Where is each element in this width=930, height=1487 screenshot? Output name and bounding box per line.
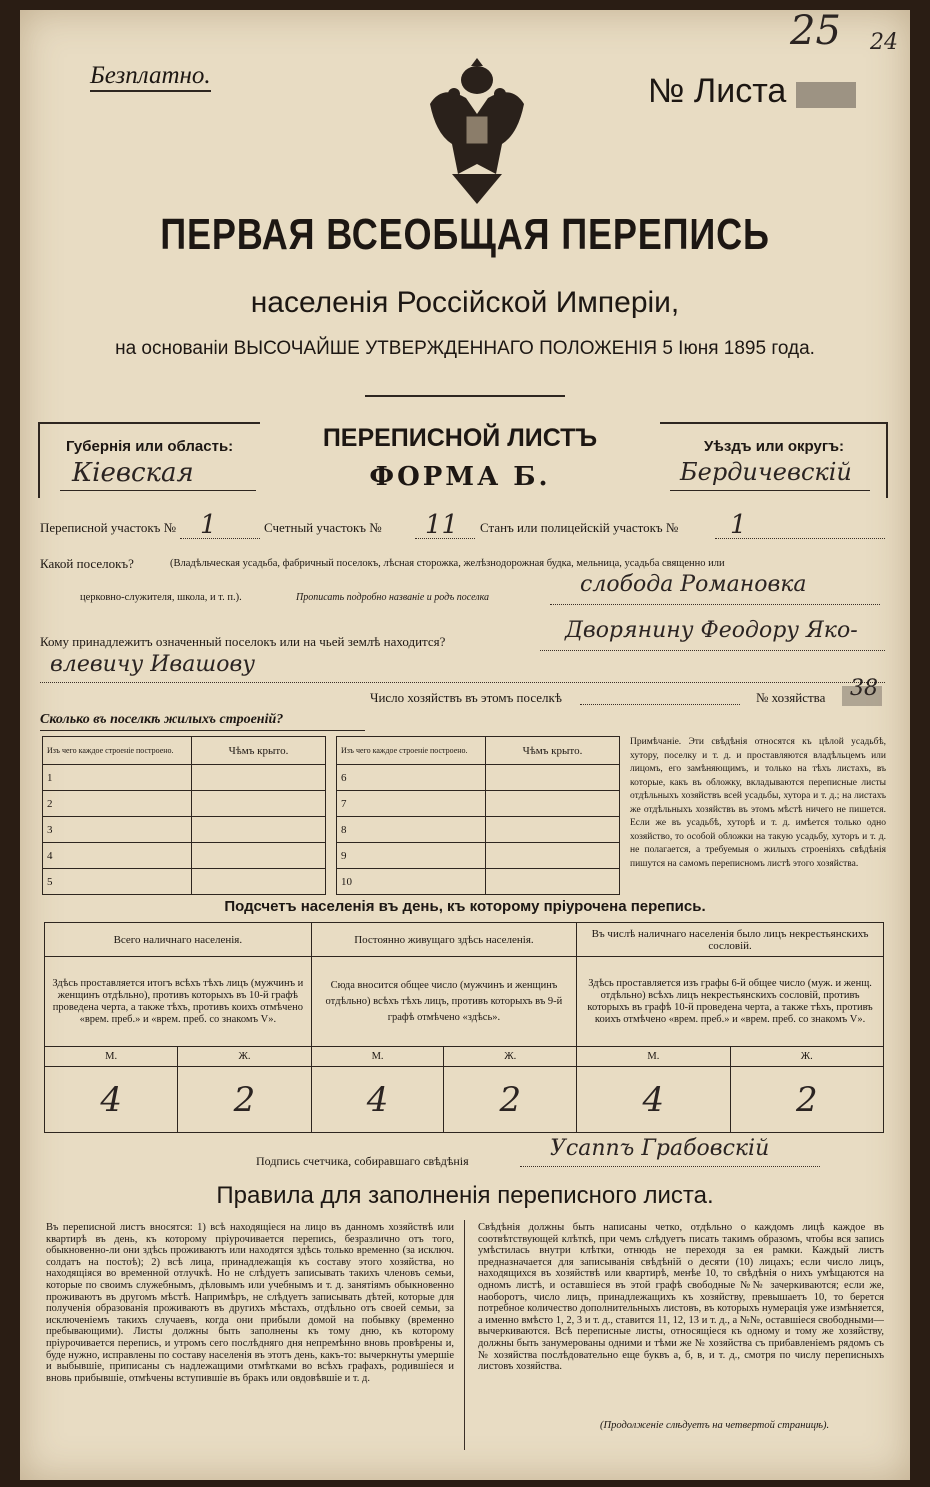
permanent-population-desc: Сюда вносится общее число (мужчинъ и женщинъ отдѣльно) всѣхъ тѣхъ лицъ, противъ которыхъ въ 9-й графѣ отмѣчено «здѣсь». — [311, 957, 576, 1047]
row-number: 2 — [43, 791, 192, 817]
settlement-line — [550, 604, 880, 605]
free-label: Безплатно. — [90, 62, 211, 92]
roof-cell — [192, 765, 326, 791]
non-peasant-male-value: 4 — [577, 1067, 730, 1133]
male-label: М. — [45, 1047, 178, 1067]
row-number: 3 — [43, 817, 192, 843]
owner-value-2: влевичу Ивашову — [50, 652, 256, 677]
roof-cell — [192, 843, 326, 869]
signature-line — [520, 1166, 820, 1167]
census-area-label: Переписной участокъ № — [40, 520, 177, 535]
total-population-header: Всего наличнаго населенія. — [45, 923, 312, 957]
buildings-note: Примѣчаніе. Эти свѣдѣнія относятся къ цѣлой усадьбѣ, хутору, поселку и т. д. и проставляются владѣльцемъ или лицомъ, его замѣняющимъ, и только на тѣхъ листахъ, въ которые, какъ въ обложку, вкладываются переписные листы отдѣльныхъ хозяйствъ всей усадьбы, хутора и т. д.; на листахъ же отдѣльныхъ хозяйствъ въ этомъ мѣстѣ ничего не пишется. Если же въ усадьбѣ, хуторѣ и т. д. имѣется только одно хозяйство, то особой обложки на такую усадьбу, хуторъ и т. д. не полагается, а требуемыя о жилыхъ строеніяхъ свѣдѣнія пишутся на самомъ переписномъ листѣ этого хозяйства. — [630, 737, 886, 869]
roof-cell — [486, 843, 620, 869]
row-number: 10 — [337, 869, 486, 895]
count-area-value: 11 — [425, 510, 459, 540]
district-value: Бердичевскiй — [680, 458, 852, 486]
rules-title: Правила для заполненія переписного листа. — [216, 1182, 714, 1209]
roof-cell — [192, 791, 326, 817]
sheet-number-label: № Листа — [648, 72, 787, 110]
count-title: Подсчетъ населенія въ день, къ которому пріурочена перепись. — [224, 898, 706, 915]
population-count-table — [44, 922, 884, 1133]
male-label: М. — [311, 1047, 444, 1067]
row-number: 4 — [43, 843, 192, 869]
roof-cell — [486, 869, 620, 895]
buildings-table-right — [336, 736, 620, 895]
male-label: М. — [577, 1047, 730, 1067]
row-number: 7 — [337, 791, 486, 817]
stan-line — [715, 538, 885, 539]
sheet-number-stamp — [796, 82, 856, 108]
female-label: Ж. — [730, 1047, 883, 1067]
row-number: 6 — [337, 765, 486, 791]
non-peasant-desc: Здѣсь проставляется изъ графы 6-й общее число (муж. и женщ. отдѣльно) всѣхъ лицъ некрестьянскихъ сословій, противъ которыхъ въ графѣ 10-й проведена черта, а также тѣхъ, противъ коихъ отмѣчено «врем. преб.» и «врем. преб. со знакомъ V». — [577, 957, 884, 1047]
settlement-label: Какой поселокъ? — [40, 556, 134, 571]
roof-cell — [192, 817, 326, 843]
households-label: Число хозяйствъ въ этомъ поселкѣ — [370, 690, 562, 705]
total-male-value: 4 — [45, 1067, 178, 1133]
owner-line-2 — [40, 682, 885, 683]
province-value: Кiевская — [72, 458, 194, 488]
owner-label: Кому принадлежитъ означенный поселокъ или на чьей землѣ находится? — [40, 634, 446, 649]
roof-cell — [192, 869, 326, 895]
signature-value: Усаппъ Грабовскiй — [550, 1136, 770, 1161]
province-underline — [60, 490, 256, 491]
signature-label: Подпись счетчика, собиравшаго свѣдѣнія — [256, 1154, 469, 1168]
count-area-label: Счетный участокъ № — [264, 520, 382, 535]
district-underline — [670, 490, 870, 491]
roof-cell — [486, 765, 620, 791]
sheet-number-small: 24 — [870, 30, 898, 55]
total-female-value: 2 — [178, 1067, 311, 1133]
imperial-eagle-emblem — [422, 54, 532, 206]
stan-label: Станъ или полицейскій участокъ № — [480, 520, 679, 535]
roof-cell — [486, 791, 620, 817]
census-subtitle: населенія Россійской Имперіи, — [250, 286, 680, 319]
row-number: 9 — [337, 843, 486, 869]
divider — [365, 395, 565, 397]
rules-divider — [464, 1220, 465, 1450]
total-population-desc: Здѣсь проставляется итогъ всѣхъ тѣхъ лицъ (мужчинъ и женщинъ отдѣльно), противъ которыхъ въ 10-й графѣ проведена черта, а также тѣхъ, противъ коихъ отмѣчено «врем. преб.» и «врем. преб. со знакомъ V». — [45, 957, 312, 1047]
census-area-line — [180, 538, 260, 539]
settlement-value: слобода Романовка — [580, 572, 807, 597]
settlement-hint-3: Прописать подробно названіе и родъ поселка — [296, 592, 490, 603]
settlement-hint: (Владѣльческая усадьба, фабричный поселокъ, лѣсная сторожка, желѣзнодорожная будка, мельница, усадьба священно или — [170, 558, 725, 569]
household-number-label: № хозяйства — [756, 690, 826, 705]
census-basis: на основаніи ВЫСОЧАЙШЕ УТВЕРЖДЕННАГО ПОЛОЖЕНІЯ 5 Іюня 1895 года. — [115, 338, 815, 359]
settlement-hint-2: церковно-служителя, школа, и т. п.). — [80, 592, 242, 603]
col-roof-header: Чѣмъ крыто. — [192, 737, 326, 765]
permanent-population-header: Постоянно живущаго здѣсь населенія. — [311, 923, 576, 957]
form-label: ФОРМА Б. — [369, 462, 551, 492]
row-number: 8 — [337, 817, 486, 843]
owner-line-1 — [540, 650, 885, 651]
row-number: 5 — [43, 869, 192, 895]
row-number: 1 — [43, 765, 192, 791]
permanent-female-value: 2 — [444, 1067, 577, 1133]
non-peasant-header: Въ числѣ наличнаго населенія было лицъ некрестьянскихъ сословій. — [577, 923, 884, 957]
buildings-underline — [40, 730, 365, 731]
non-peasant-female-value: 2 — [730, 1067, 883, 1133]
buildings-label: Сколько въ поселкѣ жилыхъ строеній? — [40, 712, 284, 727]
rules-left-text: Въ переписной листъ вносятся: 1) всѣ находящіеся на лицо въ данномъ хозяйствѣ или квартирѣ въ день, къ которому пріурочивается перепись, безразлично отъ того, обыкновенно-ли они здѣсь проживаютъ или находятся здѣсь только временно (за исключ. солдатъ на постоѣ); 2) всѣ лица, принадлежащія къ составу этого хозяйства, но находящіяся во временной отлучкѣ. Но не слѣдуетъ записывать такихъ членовъ семьи, которые по своимъ служебнымъ, дѣловымъ или учебнымъ и т. д. занятіямъ обыкновенно проживаютъ въ другомъ мѣстѣ. Напримѣръ, не слѣдуетъ записывать дѣтей, которые для полученія образованія проживаютъ въ другихъ мѣстахъ, отдѣльно отъ своей семьи, за исключеніемъ такихъ случаевъ, когда они прибыли домой на побывку (временно пребывающими). Листы должны быть заполнены къ тому дню, къ которому пріурочивается перепись, и утромъ сего послѣдняго дня непремѣнно вновь провѣрены и, буде нужно, исправлены по составу населенія въ этотъ день, какъ-то: вычеркнуты умершіе и выбывшіе, приписаны съ надлежащими отмѣтками во всѣхъ графахъ, родившіеся и вновь прибывшіе, отмѣчены вступившіе въ бракъ или овдовѣвшіе и т. д. — [46, 1222, 454, 1384]
district-label: Уѣздъ или округъ: — [704, 438, 845, 455]
census-sheet — [20, 10, 910, 1480]
permanent-male-value: 4 — [311, 1067, 444, 1133]
roof-cell — [486, 817, 620, 843]
sheet-title: ПЕРЕПИСНОЙ ЛИСТЪ — [322, 424, 598, 452]
col-roof-header: Чѣмъ крыто. — [486, 737, 620, 765]
census-area-value: 1 — [200, 510, 217, 540]
sheet-number-handwritten: 25 — [790, 10, 841, 54]
col-material-header: Изъ чего каждое строеніе построено. — [337, 737, 486, 765]
rules-continued: (Продолженіе слѣдуетъ на четвертой страницѣ). — [600, 1420, 830, 1431]
owner-value-1: Дворянину Феодору Яко- — [565, 618, 858, 643]
count-area-line — [415, 538, 475, 539]
household-number-value: 38 — [850, 676, 878, 701]
census-title: ПЕРВАЯ ВСЕОБЩАЯ ПЕРЕПИСЬ — [160, 210, 770, 259]
province-label: Губернія или область: — [66, 438, 234, 455]
col-material-header: Изъ чего каждое строеніе построено. — [43, 737, 192, 765]
female-label: Ж. — [444, 1047, 577, 1067]
rules-right-text: Свѣдѣнія должны быть написаны четко, отдѣльно о каждомъ лицѣ каждое въ соотвѣтствующей клѣткѣ, при чемъ слѣдуетъ писать такимъ образомъ, чтобы вся запись умѣстилась внутри клѣтки, отнюдь не переходя за ея рамки. Каждый листъ предназначается для записыванія свѣдѣній о десяти (10) лицахъ; если число лицъ, находящихся въ хозяйствѣ или квартирѣ, менѣе 10, то свѣдѣнія о нихъ умѣщаются на одномъ листѣ, и оставшіеся въ этой графѣ свободные №№ зачеркиваются; если же, наоборотъ, число лицъ, принадлежащихъ къ хозяйству, превышаетъ 10, то берется потребное количество дополнительныхъ листовъ, въ которыхъ нумерація уже измѣняется, а именно вмѣсто 1, 2, 3 и т. д., ставится 11, 12, 13 и т. д., а №№, оставшіеся свободными—вычеркиваются. Всѣ переписные листы, относящіеся къ одному и тому же хозяйству, должны быть занумерованы одними и тѣми же № хозяйства съ прибавленіемъ рядомъ съ № хозяйства послѣдовательно еще буквъ а, б, в, и т. д., смотря по числу переписныхъ листовъ хозяйства. — [478, 1222, 884, 1373]
female-label: Ж. — [178, 1047, 311, 1067]
buildings-table-left — [42, 736, 326, 895]
stan-value: 1 — [730, 510, 747, 540]
households-line — [580, 704, 740, 705]
